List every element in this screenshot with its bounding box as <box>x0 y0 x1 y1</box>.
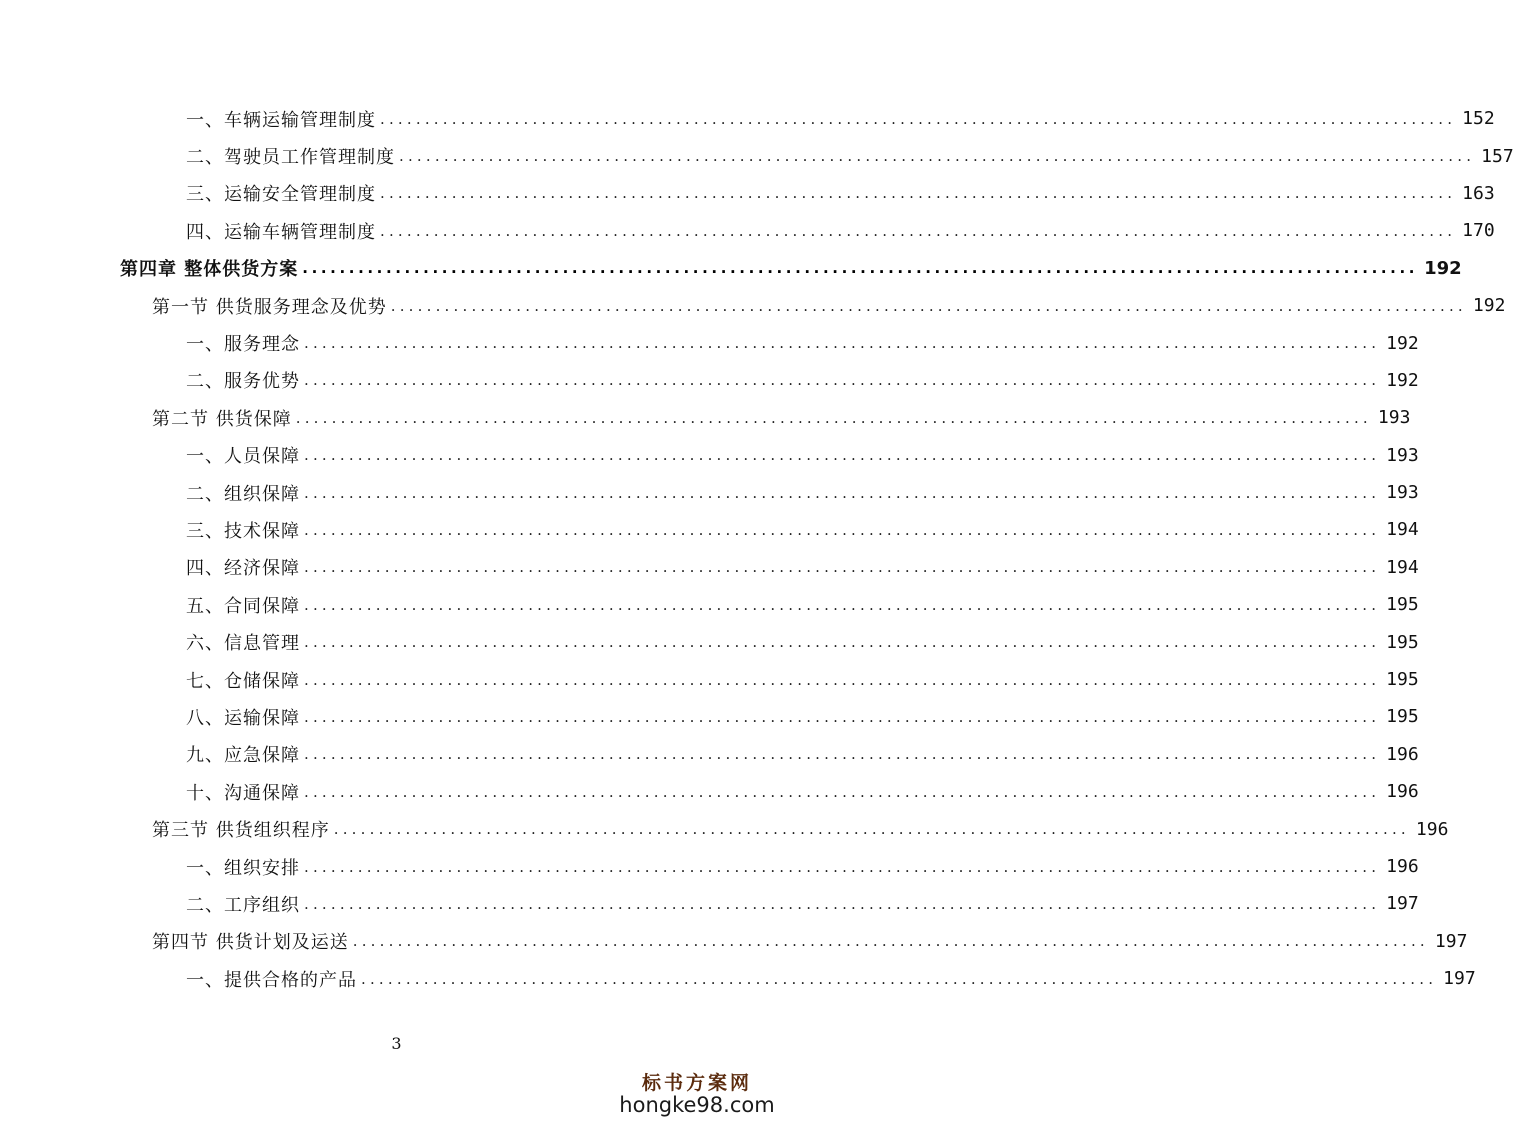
toc-entry-title: 二、驾驶员工作管理制度 <box>186 147 395 169</box>
toc-entry-page: 152 <box>1462 108 1495 130</box>
toc-entry-section[interactable] <box>0 399 1411 436</box>
watermark-url: hongke98.com <box>619 1093 775 1117</box>
toc-entry-page: 197 <box>1443 968 1476 990</box>
toc-dot-leader: ........................................................................................................................ <box>304 745 1381 764</box>
toc-entry-item[interactable] <box>0 511 1419 548</box>
toc-dot-leader: ........................................................................................................................ <box>304 483 1381 502</box>
toc-entry-chapter[interactable] <box>0 250 1462 287</box>
toc-entry-title: 第四节 供货计划及运送 <box>152 932 349 954</box>
toc-entry-page: 195 <box>1386 594 1419 616</box>
toc-entry-page: 194 <box>1386 519 1419 541</box>
toc-entry-item[interactable] <box>0 212 1495 249</box>
toc-entry-page: 196 <box>1415 818 1449 840</box>
toc-entry-page: 170 <box>1462 220 1495 242</box>
toc-entry-item[interactable] <box>0 885 1419 922</box>
toc-entry-item[interactable] <box>0 960 1476 997</box>
toc-entry-section[interactable] <box>0 923 1468 960</box>
toc-entry-title: 七、仓储保障 <box>186 670 300 692</box>
toc-entry-page: 197 <box>1434 930 1468 952</box>
toc-entry-page: 192 <box>1472 295 1506 317</box>
toc-entry-title: 六、信息管理 <box>186 633 300 655</box>
toc-dot-leader: ........................................................................................................................ <box>304 371 1381 390</box>
toc-entry-title: 第二节 供货保障 <box>152 408 292 430</box>
toc-entry-title: 九、应急保障 <box>186 745 300 767</box>
toc-entry-page: 194 <box>1386 556 1419 578</box>
toc-entry-title: 一、组织安排 <box>186 857 300 879</box>
toc-entry-title: 第三节 供货组织程序 <box>152 820 330 842</box>
toc-entry-item[interactable] <box>0 848 1419 885</box>
toc-dot-leader: ........................................................................................................................ <box>333 820 1410 839</box>
toc-entry-item[interactable] <box>0 773 1419 810</box>
toc-dot-leader: ........................................................................................................................ <box>295 408 1372 427</box>
toc-entry-item[interactable] <box>0 175 1495 212</box>
watermark-title: 标书方案网 <box>641 1072 752 1094</box>
toc-dot-leader: ........................................................................................................................ <box>304 334 1381 353</box>
toc-entry-item[interactable] <box>0 736 1419 773</box>
toc-entry-title: 第四章 整体供货方案 <box>120 259 299 281</box>
toc-entry-page: 196 <box>1386 743 1419 765</box>
toc-dot-leader: ........................................................................................................................ <box>304 446 1381 465</box>
toc-entry-item[interactable] <box>0 100 1495 137</box>
toc-entry-item[interactable] <box>0 437 1419 474</box>
watermark-logo <box>617 1068 777 1117</box>
toc-entry-title: 一、车辆运输管理制度 <box>186 109 376 131</box>
toc-entry-item[interactable] <box>0 362 1419 399</box>
toc-entry-page: 192 <box>1386 369 1419 391</box>
toc-entry-title: 三、技术保障 <box>186 520 300 542</box>
toc-entry-page: 193 <box>1386 444 1419 466</box>
toc-entry-page: 195 <box>1386 631 1419 653</box>
page-number: 3 <box>391 1034 402 1053</box>
toc-entry-page: 157 <box>1481 145 1514 167</box>
toc-entry-title: 一、人员保障 <box>186 446 300 468</box>
toc-entry-title: 四、经济保障 <box>186 558 300 580</box>
toc-entry-page: 193 <box>1377 407 1411 429</box>
toc-dot-leader: ........................................................................................................................ <box>304 857 1381 876</box>
toc-entry-title: 三、运输安全管理制度 <box>186 184 376 206</box>
toc-entry-title: 十、沟通保障 <box>186 782 300 804</box>
toc-entry-title: 第一节 供货服务理念及优势 <box>152 296 387 318</box>
toc-dot-leader: ........................................................................................................................ <box>304 520 1381 539</box>
toc-dot-leader: ........................................................................................................................ <box>352 932 1429 951</box>
toc-entry-title: 五、合同保障 <box>186 595 300 617</box>
toc-entry-item[interactable] <box>0 324 1419 361</box>
toc-entry-item[interactable] <box>0 137 1514 174</box>
toc-dot-leader: ........................................................................................................................ <box>380 221 1457 240</box>
toc-entry-item[interactable] <box>0 474 1419 511</box>
toc-entry-title: 四、运输车辆管理制度 <box>186 221 376 243</box>
toc-entry-page: 195 <box>1386 706 1419 728</box>
toc-dot-leader: ........................................................................................................................ <box>304 595 1381 614</box>
toc-entry-title: 二、服务优势 <box>186 371 300 393</box>
toc-entry-page: 192 <box>1424 257 1462 279</box>
toc-entry-page: 197 <box>1386 893 1419 915</box>
toc-dot-leader: ........................................................................................................................ <box>304 633 1381 652</box>
toc-entry-title: 一、服务理念 <box>186 334 300 356</box>
toc-dot-leader: ........................................................................................................................ <box>304 670 1381 689</box>
toc-dot-leader: ........................................................................................................................ <box>304 894 1381 913</box>
toc-dot-leader: ........................................................................................................................ <box>399 147 1476 166</box>
toc-dot-leader: ........................................................................................................................ <box>304 782 1381 801</box>
toc-dot-leader: ........................................................................................................................ <box>302 259 1419 278</box>
toc-entry-item[interactable] <box>0 661 1419 698</box>
toc-entry-section[interactable] <box>0 810 1449 847</box>
toc-entry-page: 196 <box>1386 856 1419 877</box>
toc-dot-leader: ........................................................................................................................ <box>304 558 1381 577</box>
toc-entry-title: 一、提供合格的产品 <box>186 969 357 991</box>
toc-entry-item[interactable] <box>0 698 1419 735</box>
toc-entry-page: 195 <box>1386 669 1419 691</box>
toc-entry-page: 193 <box>1386 482 1419 504</box>
toc-entry-page: 196 <box>1386 781 1419 803</box>
toc-entry-page: 192 <box>1386 332 1419 354</box>
toc-entry-title: 八、运输保障 <box>186 707 300 729</box>
toc-entry-page: 163 <box>1462 182 1495 204</box>
toc-dot-leader: ........................................................................................................................ <box>304 707 1381 726</box>
toc-dot-leader: ........................................................................................................................ <box>380 184 1457 203</box>
toc-entry-title: 二、工序组织 <box>186 894 300 916</box>
toc-dot-leader: ........................................................................................................................ <box>390 296 1467 315</box>
toc-entry-section[interactable] <box>0 287 1506 324</box>
toc-entry-item[interactable] <box>0 586 1419 623</box>
toc-dot-leader: ........................................................................................................................ <box>380 109 1457 128</box>
toc-entry-title: 二、组织保障 <box>186 483 300 505</box>
toc-entry-item[interactable] <box>0 623 1419 660</box>
toc-dot-leader: ........................................................................................................................ <box>361 969 1438 988</box>
table-of-contents <box>0 100 1514 997</box>
toc-entry-item[interactable] <box>0 549 1419 586</box>
